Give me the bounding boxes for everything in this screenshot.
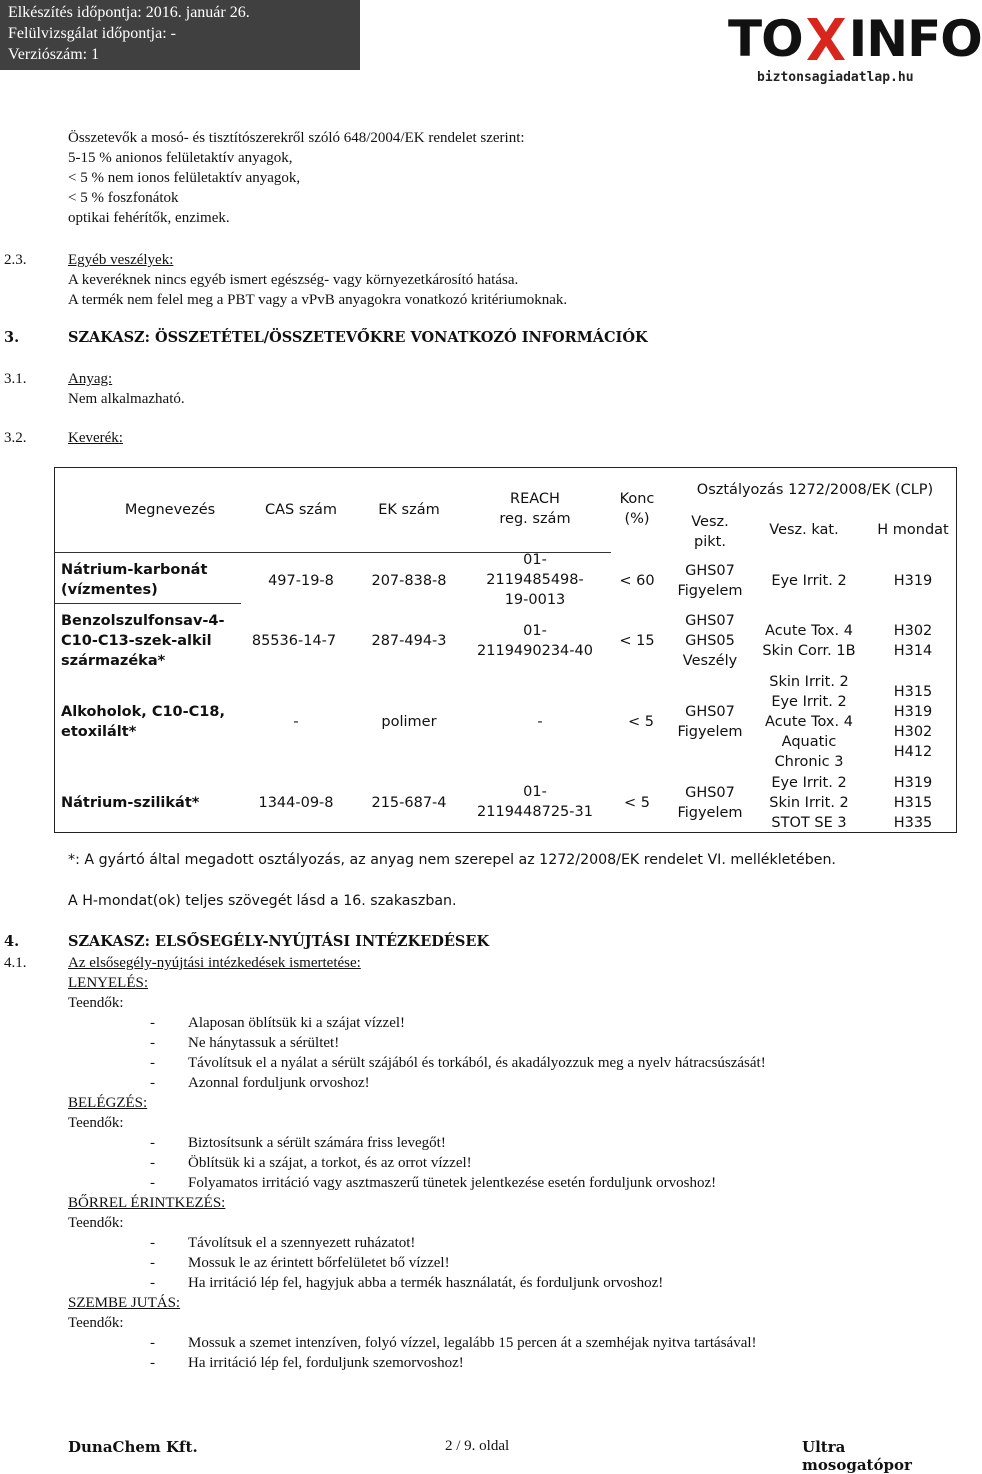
table-row-4-pikt bbox=[675, 783, 745, 823]
table-row-2-kat bbox=[755, 621, 863, 661]
section-2-3-line: A keveréknek nincs egyéb ismert egészség- vagy környezetkárosító hatása. bbox=[68, 272, 519, 288]
bullet-dash: - bbox=[150, 1035, 155, 1051]
group-inhalation-title: BELÉGZÉS: bbox=[68, 1095, 148, 1111]
reach-line: 2119490234-40 bbox=[477, 643, 593, 659]
h-line: H319 bbox=[893, 775, 933, 791]
h-statement-note: A H-mondat(ok) teljes szövegét lásd a 16. szakaszban. bbox=[68, 893, 457, 909]
list-item: Alaposan öblítsük ki a szájat vízzel! bbox=[188, 1015, 406, 1031]
bullet-dash: - bbox=[150, 1015, 155, 1031]
name-line: Benzolszulfonsav-4- bbox=[61, 613, 225, 629]
reach-line: 2119485498- bbox=[486, 572, 584, 588]
pikt-line: Figyelem bbox=[677, 724, 743, 740]
bullet-dash: - bbox=[150, 1175, 155, 1191]
table-row-1-name bbox=[61, 560, 237, 600]
bullet-dash: - bbox=[150, 1275, 155, 1291]
kat-line: Skin Corr. 1B bbox=[762, 643, 856, 659]
intro-line: < 5 % foszfonátok bbox=[68, 190, 179, 206]
list-item: Folyamatos irritáció vagy asztmaszerű tünetek jelentkezése esetén forduljunk orvoshoz! bbox=[188, 1175, 717, 1191]
table-row-1-cas: 497-19-8 bbox=[268, 573, 334, 589]
composition-table bbox=[54, 467, 957, 833]
table-row-3-ek: polimer bbox=[381, 714, 437, 730]
section-4-title: SZAKASZ: ELSŐSEGÉLY-NYÚJTÁSI INTÉZKEDÉSEK bbox=[68, 933, 490, 950]
group-eye-list bbox=[0, 1333, 960, 1373]
table-row-4-name: Nátrium-szilikát* bbox=[61, 795, 200, 811]
name-line: (vízmentes) bbox=[61, 582, 158, 598]
table-row-2-name bbox=[61, 611, 241, 671]
section-3-1-number: 3.1. bbox=[4, 371, 27, 387]
pikt-line: Veszély bbox=[682, 653, 738, 669]
group-teendok-label: Teendők: bbox=[68, 1315, 124, 1331]
reach-line: 2119448725-31 bbox=[477, 804, 593, 820]
col-header-h: H mondat bbox=[877, 522, 949, 538]
table-row-2-cas: 85536-14-7 bbox=[251, 633, 337, 649]
pikt-line: Figyelem bbox=[677, 805, 743, 821]
group-ingestion-title: LENYELÉS: bbox=[68, 975, 148, 991]
group-teendok-label: Teendők: bbox=[68, 1215, 124, 1231]
section-2-3-number: 2.3. bbox=[4, 252, 27, 268]
table-row-3-name bbox=[61, 702, 241, 742]
section-3-number: 3. bbox=[4, 329, 20, 346]
group-teendok-label: Teendők: bbox=[68, 1115, 124, 1131]
table-row-4-kat bbox=[755, 773, 863, 833]
pikt-line: GHS07 bbox=[685, 704, 735, 720]
ingredients-intro bbox=[68, 128, 828, 228]
section-4-1-title: Az elsősegély-nyújtási intézkedések ismertetése: bbox=[68, 955, 361, 971]
col-header-reach-line: reg. szám bbox=[499, 511, 571, 527]
section-3-2-number: 3.2. bbox=[4, 430, 27, 446]
footer-company: DunaChem Kft. bbox=[68, 1438, 198, 1456]
table-row-1-kat: Eye Irrit. 2 bbox=[771, 573, 847, 589]
table-row-4-konc: < 5 bbox=[624, 795, 650, 811]
kat-line: Eye Irrit. 2 bbox=[771, 694, 847, 710]
section-3-2-title: Keverék: bbox=[68, 430, 123, 446]
bullet-dash: - bbox=[150, 1055, 155, 1071]
table-row-rule bbox=[55, 603, 241, 604]
list-item: Biztosítsunk a sérült számára friss levegőt! bbox=[188, 1135, 446, 1151]
table-row-4-reach bbox=[471, 782, 599, 822]
col-header-konc bbox=[605, 489, 669, 529]
table-row-2-h bbox=[861, 621, 965, 661]
kat-line: Aquatic bbox=[781, 734, 837, 750]
table-row-3-reach: - bbox=[537, 714, 543, 730]
kat-line: Acute Tox. 4 bbox=[765, 714, 853, 730]
table-row-1-h: H319 bbox=[893, 573, 933, 589]
table-row-2-ek: 287-494-3 bbox=[371, 633, 447, 649]
list-item: Azonnal forduljunk orvoshoz! bbox=[188, 1075, 370, 1091]
list-item: Távolítsuk el a szennyezett ruházatot! bbox=[188, 1235, 416, 1251]
pikt-line: Figyelem bbox=[677, 583, 743, 599]
reach-line: 01- bbox=[523, 552, 547, 568]
group-teendok-label: Teendők: bbox=[68, 995, 124, 1011]
kat-line: Skin Irrit. 2 bbox=[769, 795, 849, 811]
h-line: H302 bbox=[893, 623, 933, 639]
col-header-ek: EK szám bbox=[378, 502, 440, 518]
table-row-1-ek: 207-838-8 bbox=[371, 573, 447, 589]
col-header-konc-line: Konc bbox=[619, 491, 655, 507]
reach-line: 01- bbox=[523, 784, 547, 800]
group-skin-title: BŐRREL ÉRINTKEZÉS: bbox=[68, 1195, 226, 1211]
list-item: Mossuk le az érintett bőrfelületet bő vízzel! bbox=[188, 1255, 450, 1271]
bullet-dash: - bbox=[150, 1335, 155, 1351]
col-header-cas: CAS szám bbox=[264, 502, 338, 518]
table-row-4-cas: 1344-09-8 bbox=[258, 795, 334, 811]
list-item: Ne hánytassuk a sérültet! bbox=[188, 1035, 340, 1051]
intro-line: optikai fehérítők, enzimek. bbox=[68, 210, 230, 226]
table-row-3-konc: < 5 bbox=[628, 714, 654, 730]
section-3-title: SZAKASZ: ÖSSZETÉTEL/ÖSSZETEVŐKRE VONATKOZÓ INFORMÁCIÓK bbox=[68, 329, 648, 346]
logo-text-left: TO bbox=[728, 10, 803, 68]
intro-line: < 5 % nem ionos felületaktív anyagok, bbox=[68, 170, 301, 186]
toxinfo-logo bbox=[728, 10, 982, 68]
col-header-pikt-line: Vesz. bbox=[691, 514, 729, 530]
section-3-1-text: Nem alkalmazható. bbox=[68, 391, 185, 407]
bullet-dash: - bbox=[150, 1155, 155, 1171]
section-2-3-title: Egyéb veszélyek: bbox=[68, 252, 174, 268]
col-header-pikt bbox=[675, 512, 745, 552]
list-item: Mossuk a szemet intenzíven, folyó vízzel, legalább 15 percen át a szemhéjak nyitva tartásával! bbox=[188, 1335, 757, 1351]
col-header-clp: Osztályozás 1272/2008/EK (CLP) bbox=[696, 482, 934, 498]
section-3-1-title: Anyag: bbox=[68, 371, 113, 387]
table-row-2-pikt bbox=[675, 611, 745, 671]
pikt-line: GHS05 bbox=[685, 633, 735, 649]
table-row-1-reach bbox=[475, 550, 595, 610]
h-line: H302 bbox=[893, 724, 933, 740]
intro-line: 5-15 % anionos felületaktív anyagok, bbox=[68, 150, 293, 166]
bullet-dash: - bbox=[150, 1355, 155, 1371]
logo-x-icon bbox=[805, 14, 847, 64]
footer-product-name: Ultra mosogatópor bbox=[802, 1438, 912, 1474]
intro-line: Összetevők a mosó- és tisztítószerekről szóló 648/2004/EK rendelet szerint: bbox=[68, 130, 525, 146]
name-line: C10-C13-szek-alkil bbox=[61, 633, 212, 649]
bullet-dash: - bbox=[150, 1135, 155, 1151]
table-row-4-h bbox=[861, 773, 965, 833]
h-line: H314 bbox=[893, 643, 933, 659]
col-header-reach-line: REACH bbox=[510, 491, 560, 507]
name-line: Alkoholok, C10-C18, bbox=[61, 704, 225, 720]
kat-line: STOT SE 3 bbox=[771, 815, 847, 831]
pikt-line: GHS07 bbox=[685, 785, 735, 801]
h-line: H315 bbox=[893, 795, 933, 811]
h-line: H315 bbox=[893, 684, 933, 700]
name-line: Nátrium-karbonát bbox=[61, 562, 208, 578]
section-2-3-line: A termék nem felel meg a PBT vagy a vPvB anyagokra vonatkozó kritériumoknak. bbox=[68, 292, 568, 308]
logo-text-right: INFO bbox=[848, 10, 982, 68]
h-line: H412 bbox=[893, 744, 933, 760]
bullet-dash: - bbox=[150, 1075, 155, 1091]
table-footnote: *: A gyártó által megadott osztályozás, az anyag nem szerepel az 1272/2008/EK rendelet VI. mellékletében. bbox=[68, 852, 836, 868]
table-row-3-kat bbox=[755, 672, 863, 772]
table-row-1-konc: < 60 bbox=[619, 573, 655, 589]
header-revision-date: Felülvizsgálat időpontja: - bbox=[8, 25, 176, 42]
footer-page-number: 2 / 9. oldal bbox=[445, 1438, 510, 1454]
reach-line: 19-0013 bbox=[504, 592, 566, 608]
group-skin-list bbox=[0, 1233, 960, 1293]
list-item: Ha irritáció lép fel, forduljunk szemorvoshoz! bbox=[188, 1355, 464, 1371]
kat-line: Chronic 3 bbox=[774, 754, 844, 770]
table-row-4-ek: 215-687-4 bbox=[371, 795, 447, 811]
col-header-pikt-line: pikt. bbox=[694, 534, 726, 550]
table-row-3-cas: - bbox=[293, 714, 299, 730]
col-header-name: Megnevezés bbox=[124, 502, 216, 518]
bullet-dash: - bbox=[150, 1255, 155, 1271]
pikt-line: GHS07 bbox=[685, 563, 735, 579]
list-item: Távolítsuk el a nyálat a sérült szájából és torkából, és akadályozzuk meg a nyelv hátracsúszását! bbox=[188, 1055, 766, 1071]
table-row-3-pikt bbox=[675, 702, 745, 742]
table-row-1-pikt bbox=[675, 561, 745, 601]
section-4-number: 4. bbox=[4, 933, 20, 950]
group-ingestion-list bbox=[0, 1013, 960, 1093]
kat-line: Eye Irrit. 2 bbox=[771, 775, 847, 791]
col-header-reach bbox=[475, 489, 595, 529]
kat-line: Skin Irrit. 2 bbox=[769, 674, 849, 690]
header-created-date: Elkészítés időpontja: 2016. január 26. bbox=[8, 4, 250, 21]
name-line: származéka* bbox=[61, 653, 166, 669]
list-item: Öblítsük ki a szájat, a torkot, és az orrot vízzel! bbox=[188, 1155, 472, 1171]
col-header-kat: Vesz. kat. bbox=[769, 522, 839, 538]
table-row-3-h bbox=[861, 682, 965, 762]
h-line: H335 bbox=[893, 815, 933, 831]
group-inhalation-list bbox=[0, 1133, 960, 1193]
group-eye-title: SZEMBE JUTÁS: bbox=[68, 1295, 181, 1311]
h-line: H319 bbox=[893, 704, 933, 720]
table-row-2-konc: < 15 bbox=[619, 633, 655, 649]
table-row-2-reach bbox=[471, 621, 599, 661]
kat-line: Acute Tox. 4 bbox=[765, 623, 853, 639]
logo-site-url: biztonsagiadatlap.hu bbox=[757, 70, 914, 85]
header-version: Verziószám: 1 bbox=[8, 46, 100, 63]
section-4-1-number: 4.1. bbox=[4, 955, 27, 971]
list-item: Ha irritáció lép fel, hagyjuk abba a termék használatát, és forduljunk orvoshoz! bbox=[188, 1275, 664, 1291]
name-line: etoxilált* bbox=[61, 724, 137, 740]
col-header-konc-line: (%) bbox=[624, 511, 650, 527]
pikt-line: GHS07 bbox=[685, 613, 735, 629]
bullet-dash: - bbox=[150, 1235, 155, 1251]
reach-line: 01- bbox=[523, 623, 547, 639]
